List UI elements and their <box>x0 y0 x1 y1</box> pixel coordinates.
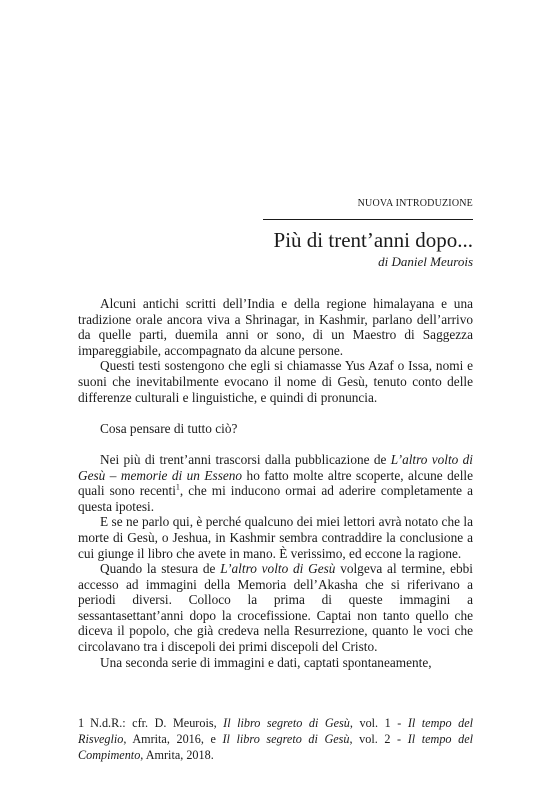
book-title: Il libro segreto di Gesù <box>223 716 350 730</box>
section-label: NUOVA INTRODUZIONE <box>357 198 473 209</box>
title-divider <box>263 219 473 220</box>
text-run: ho fatto molte altre scoperte, alcune delle quali sono recenti <box>78 467 474 499</box>
paragraph <box>78 561 473 655</box>
paragraph: Una seconda serie di immagini e dati, captati spontaneamente, <box>100 654 432 670</box>
book-title: L’altro volto di Gesù <box>220 561 336 577</box>
text-run: N.d.R.: cfr. D. Meurois, <box>90 716 224 730</box>
book-title: Il libro segreto di Gesù <box>222 732 350 746</box>
body-text <box>78 296 473 670</box>
paragraph: Cosa pensare di tutto ciò? <box>100 420 238 436</box>
chapter-author: di Daniel Meurois <box>378 254 473 269</box>
text-run: , che mi inducono ormai ad aderire completamente a questa ipotesi. <box>78 483 473 514</box>
paragraph: E se ne parlo qui, è perché qualcuno dei miei lettori avrà notato che la morte di Gesù, o Jeshua, in Kashmir sembra contraddire la conclusione a cui giunge il libro che avete in mano. È verissimo, ed eccone la ragione. <box>78 514 473 561</box>
text-run: Nei più di trent’anni trascorsi dalla pubblicazione de <box>100 451 391 467</box>
paragraph: Questi testi sostengono che egli si chiamasse Yus Azaf o Issa, nomi e suoni che inevitabilmente evocano il nome di Gesù, tenuto conto delle differenze culturali e linguistiche, e quindi di pronuncia. <box>78 358 473 405</box>
text-run: , vol. 1 - <box>349 716 408 730</box>
text-run: volgeva al termine, ebbi accesso ad immagini della Memoria dell’Akasha che si riferivano a periodi diversi. Colloco la prima di queste immagini a sessantasettant’anni dopo la crocefissione. Captai non tanto quello che diceva il popolo, che già credeva nella Resurrezione, quanto le voci che circolavano tra i discepoli dei primi discepoli del Cristo. <box>78 561 473 655</box>
text-run: , Amrita, 2016, e <box>123 732 223 746</box>
footnote-number: 1 <box>78 716 85 730</box>
text-run: Quando la stesura de <box>100 561 221 577</box>
chapter-title: Più di trent’anni dopo... <box>273 228 473 252</box>
footnote <box>78 715 473 763</box>
book-title: Il tempo del Compimento <box>78 732 473 762</box>
text-run: , vol. 2 - <box>349 732 408 746</box>
footnote-ref: 1 <box>175 482 180 492</box>
paragraph <box>78 452 473 514</box>
book-title: Il tempo del Risveglio <box>78 716 473 746</box>
book-page <box>78 0 473 807</box>
paragraph: Alcuni antichi scritti dell’India e della regione himalayana e una tradizione orale ancora viva a Shrinagar, in Kashmir, parlano dell’arrivo da quelle parti, duemila anni or sono, di un Maestro di Saggezza impareggiabile, accompagnato da alcune persone. <box>78 296 473 358</box>
text-run: , Amrita, 2018. <box>140 748 214 762</box>
book-title: L’altro volto di Gesù – memorie di un Esseno <box>78 451 473 483</box>
